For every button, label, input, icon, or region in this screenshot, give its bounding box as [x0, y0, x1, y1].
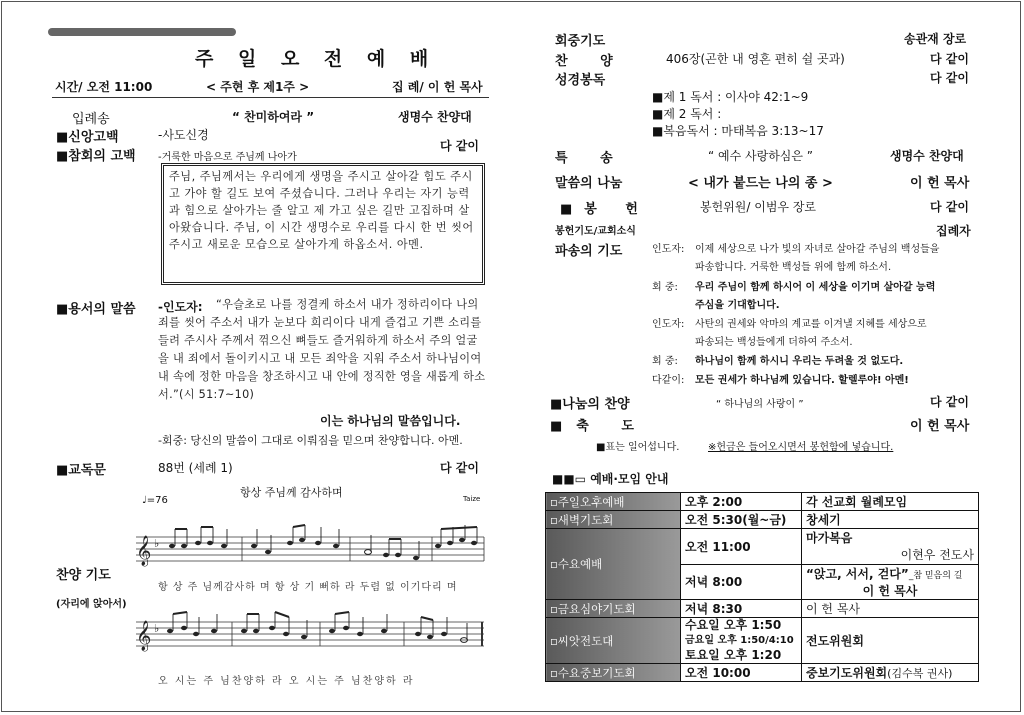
order-desc: -거룩한 마음으로 주님께 나아가 [158, 152, 297, 163]
benediction-person: 이 헌 목사 [910, 419, 970, 434]
order-label: 성경봉독 [555, 73, 606, 88]
schedule-time: 저녁 8:30 [681, 600, 802, 618]
table-row [546, 511, 979, 529]
schedule-label: ▫금요심야기도회 [546, 600, 681, 618]
service-leader: 집 례/ 이 헌 목사 [392, 80, 483, 94]
sermon-preacher: 이 헌 목사 [910, 176, 970, 191]
order-person: 생명수 찬양대 [398, 110, 472, 124]
schedule-title: ■■▭ 예배·모임 안내 [552, 472, 669, 486]
sermon-title: < 내가 붙드는 나의 종 > [688, 176, 833, 191]
svg-text:𝄞: 𝄞 [136, 536, 152, 566]
benediction-label: ■축 도 [550, 419, 648, 434]
special-song-label: 특 송 [555, 151, 627, 166]
score-composer: Taize [463, 495, 481, 503]
music-staff-2 [132, 600, 492, 675]
sharing-song-label: ■나눔의 찬양 [550, 397, 630, 412]
sending-line: 모든 권세가 하나님께 있습니다. 할렐루야! 아멘! [695, 375, 909, 386]
schedule-label: ▫씨앗전도대 [546, 618, 681, 664]
schedule-time-line: 수요일 오후 1:50 [685, 618, 782, 632]
sharing-song-desc: “ 하나님의 사랑이 ” [716, 399, 804, 410]
sending-line-cont: 파송되는 백성들에게 더하여 주소서. [695, 337, 853, 348]
offering-prayer-label: 봉헌기도/교회소식 [555, 226, 636, 237]
schedule-time-line: 금요일 오후 1:50/4:10 [685, 635, 794, 646]
schedule-time: 오전 10:00 [681, 664, 802, 682]
sending-who: 인도자: [652, 319, 685, 330]
order-label: 입례송 [72, 112, 110, 127]
order-label: ■참회의 고백 [56, 149, 136, 164]
order-label: 회중기도 [555, 34, 606, 49]
schedule-desc: 중보기도위원회 [806, 666, 888, 680]
schedule-desc-sub: (김수복 권사) [887, 667, 953, 680]
responsive-label: ■교독문 [56, 463, 106, 478]
order-label: 찬 양 [555, 54, 627, 69]
special-song-desc: “ 예수 사랑하심은 ” [708, 149, 814, 163]
schedule-time: 오전 5:30(월~금) [681, 511, 802, 529]
schedule-desc-cell [802, 529, 979, 565]
schedule-time: 저녁 8:00 [681, 564, 802, 600]
decorative-bar [48, 28, 236, 36]
schedule-label: ▫주일오후예배 [546, 493, 681, 511]
table-row [546, 618, 979, 664]
order-label: ■신앙고백 [56, 130, 119, 145]
order-desc: “ 찬미하여라 ” [232, 110, 315, 124]
order-desc: 406장(곤한 내 영혼 편히 쉴 곳과) [666, 52, 845, 66]
offering-desc: 봉헌위원/ 이범우 장로 [700, 200, 817, 214]
sending-line-cont: 주심을 기대합니다. [695, 300, 780, 311]
liturgical-week: < 주현 후 제1주 > [206, 80, 310, 94]
sending-who: 인도자: [652, 244, 685, 255]
score-lyrics-2: 오 시는 주 님찬양하 라 오 시는 주 님찬양하 라 [158, 676, 415, 687]
sending-who: 다같이: [652, 375, 685, 386]
table-row [546, 529, 979, 565]
sending-line: 우리 주님이 함께 하시어 이 세상을 이기며 살아갈 능력 [695, 282, 936, 293]
congregation-response: -회중: 당신의 말씀이 그대로 이뤄짐을 믿으며 찬양합니다. 아멘. [158, 434, 463, 447]
svg-text:♭: ♭ [154, 622, 160, 635]
schedule-desc: “앉고, 서서, 걷다” [806, 566, 909, 581]
schedule-desc-person: 이현우 전도사 [900, 548, 974, 563]
score-lyrics-1: 항 상 주 님께감사하 며 항 상 기 뻐하 라 두렴 없 이기다리 며 [158, 582, 458, 593]
schedule-desc: 창세기 [802, 511, 979, 529]
responsive-person: 다 같이 [440, 461, 479, 475]
hymn-prayer-label: 찬양 기도 [56, 568, 111, 583]
footnote-standing: ■표는 일어섭니다. [596, 442, 680, 453]
offering-prayer-person: 집례자 [936, 224, 971, 238]
schedule-desc-cell [802, 564, 979, 600]
hymn-note: (자리에 앉아서) [56, 599, 127, 610]
sending-line: 사탄의 권세와 악마의 계교를 이겨낼 지혜를 세상으로 [695, 319, 927, 330]
sending-who: 회 중: [652, 356, 678, 367]
schedule-time: 오전 11:00 [681, 529, 802, 565]
order-person: 다 같이 [930, 71, 969, 85]
table-row [546, 664, 979, 682]
absolution-label: ■용서의 말씀 [56, 302, 136, 317]
word-of-god: 이는 하나님의 말씀입니다. [320, 414, 461, 428]
sending-who: 회 중: [652, 282, 678, 293]
absolution-text: “우슬초로 나를 정결케 하소서 내가 정하리이다 나의 죄를 씻어 주소서 내가 눈보다 희리이다 내게 즐겁고 기쁜 소리를 들려 주시사 주께서 꺾으신 뼈들도 즐거워하게 하소서 주의 얼굴을 내 죄에서 돌이키시고 내 모든 죄악을 지워 주소서 하나님이여 내 속에 정한 마음을 창조하시고 내 안에 정직한 영을 새롭게 하소서.”(시 51:7~10) [158, 298, 486, 401]
schedule-desc: 전도위원회 [802, 618, 979, 664]
order-desc: -사도신경 [158, 128, 209, 142]
absolution-prefix: -인도자: [158, 300, 203, 314]
schedule-label: ▫수요중보기도회 [546, 664, 681, 682]
reading-gospel: ■복음독서 : 마태복음 3:13~17 [652, 124, 824, 138]
sending-prayer-label: 파송의 기도 [555, 244, 623, 259]
table-row [546, 600, 979, 618]
offering-label: ■봉 헌 [560, 202, 650, 217]
schedule-desc-person: 이 헌 목사 [862, 583, 918, 598]
schedule-desc: 마가복음 [806, 531, 853, 546]
special-song-person: 생명수 찬양대 [890, 149, 964, 163]
order-person: 다 같이 [930, 52, 969, 66]
schedule-table [545, 492, 979, 682]
responsive-desc: 88번 (세례 1) [158, 461, 233, 475]
service-time: 시간/ 오전 11:00 [55, 80, 153, 94]
order-person: 송관재 장로 [904, 32, 967, 46]
schedule-desc-sub: _참 믿음의 길 [908, 570, 963, 581]
footnote-offering: ※헌금은 들어오시면서 봉헌함에 넣습니다. [708, 442, 894, 453]
score-title: 항상 주님께 감사하며 [240, 486, 343, 499]
sermon-label: 말씀의 나눔 [555, 176, 623, 191]
schedule-label: ▫새벽기도회 [546, 511, 681, 529]
sharing-song-person: 다 같이 [930, 395, 969, 409]
service-title: 주 일 오 전 예 배 [195, 48, 438, 70]
schedule-time-cell [681, 618, 802, 664]
sending-line-cont: 파송합니다. 거룩한 백성들 위에 함께 하소서. [695, 262, 892, 273]
offering-person: 다 같이 [930, 200, 969, 214]
header-divider [52, 97, 489, 98]
order-person: 다 같이 [440, 139, 479, 153]
score-tempo: ♩=76 [142, 495, 168, 506]
sending-line: 하나님이 함께 하시니 우리는 두려울 것 없도다. [695, 356, 904, 367]
schedule-desc-cell [802, 664, 979, 682]
svg-text:𝄞: 𝄞 [136, 621, 152, 651]
reading-second: ■제 2 독서 : [652, 107, 722, 121]
schedule-time: 오후 2:00 [681, 493, 802, 511]
schedule-label: ▫수요예배 [546, 529, 681, 600]
schedule-time-line: 토요일 오후 1:20 [685, 648, 782, 662]
reading-first: ■제 1 독서 : 이사야 42:1~9 [652, 90, 809, 104]
confession-box: 주님, 주님께서는 우리에게 생명을 주시고 살아갈 힘도 주시고 가야 할 길도 보여 주셨습니다. 그러나 우리는 자기 능력과 힘으로 살아가는 줄 알고 제 가고 싶은 길만 고집하며 살아왔습니다. 주님, 이 시간 생명수로 우리를 다시 한 번 씻어 주시고 새로운 모습으로 살아가게 하옵소서. 아멘. [161, 163, 485, 285]
schedule-desc: 이 헌 목사 [802, 600, 979, 618]
svg-text:♭: ♭ [154, 537, 160, 550]
schedule-desc: 각 선교회 월례모임 [802, 493, 979, 511]
sending-line: 이제 세상으로 나가 빛의 자녀로 살아갈 주님의 백성들을 [695, 244, 940, 255]
table-row [546, 493, 979, 511]
